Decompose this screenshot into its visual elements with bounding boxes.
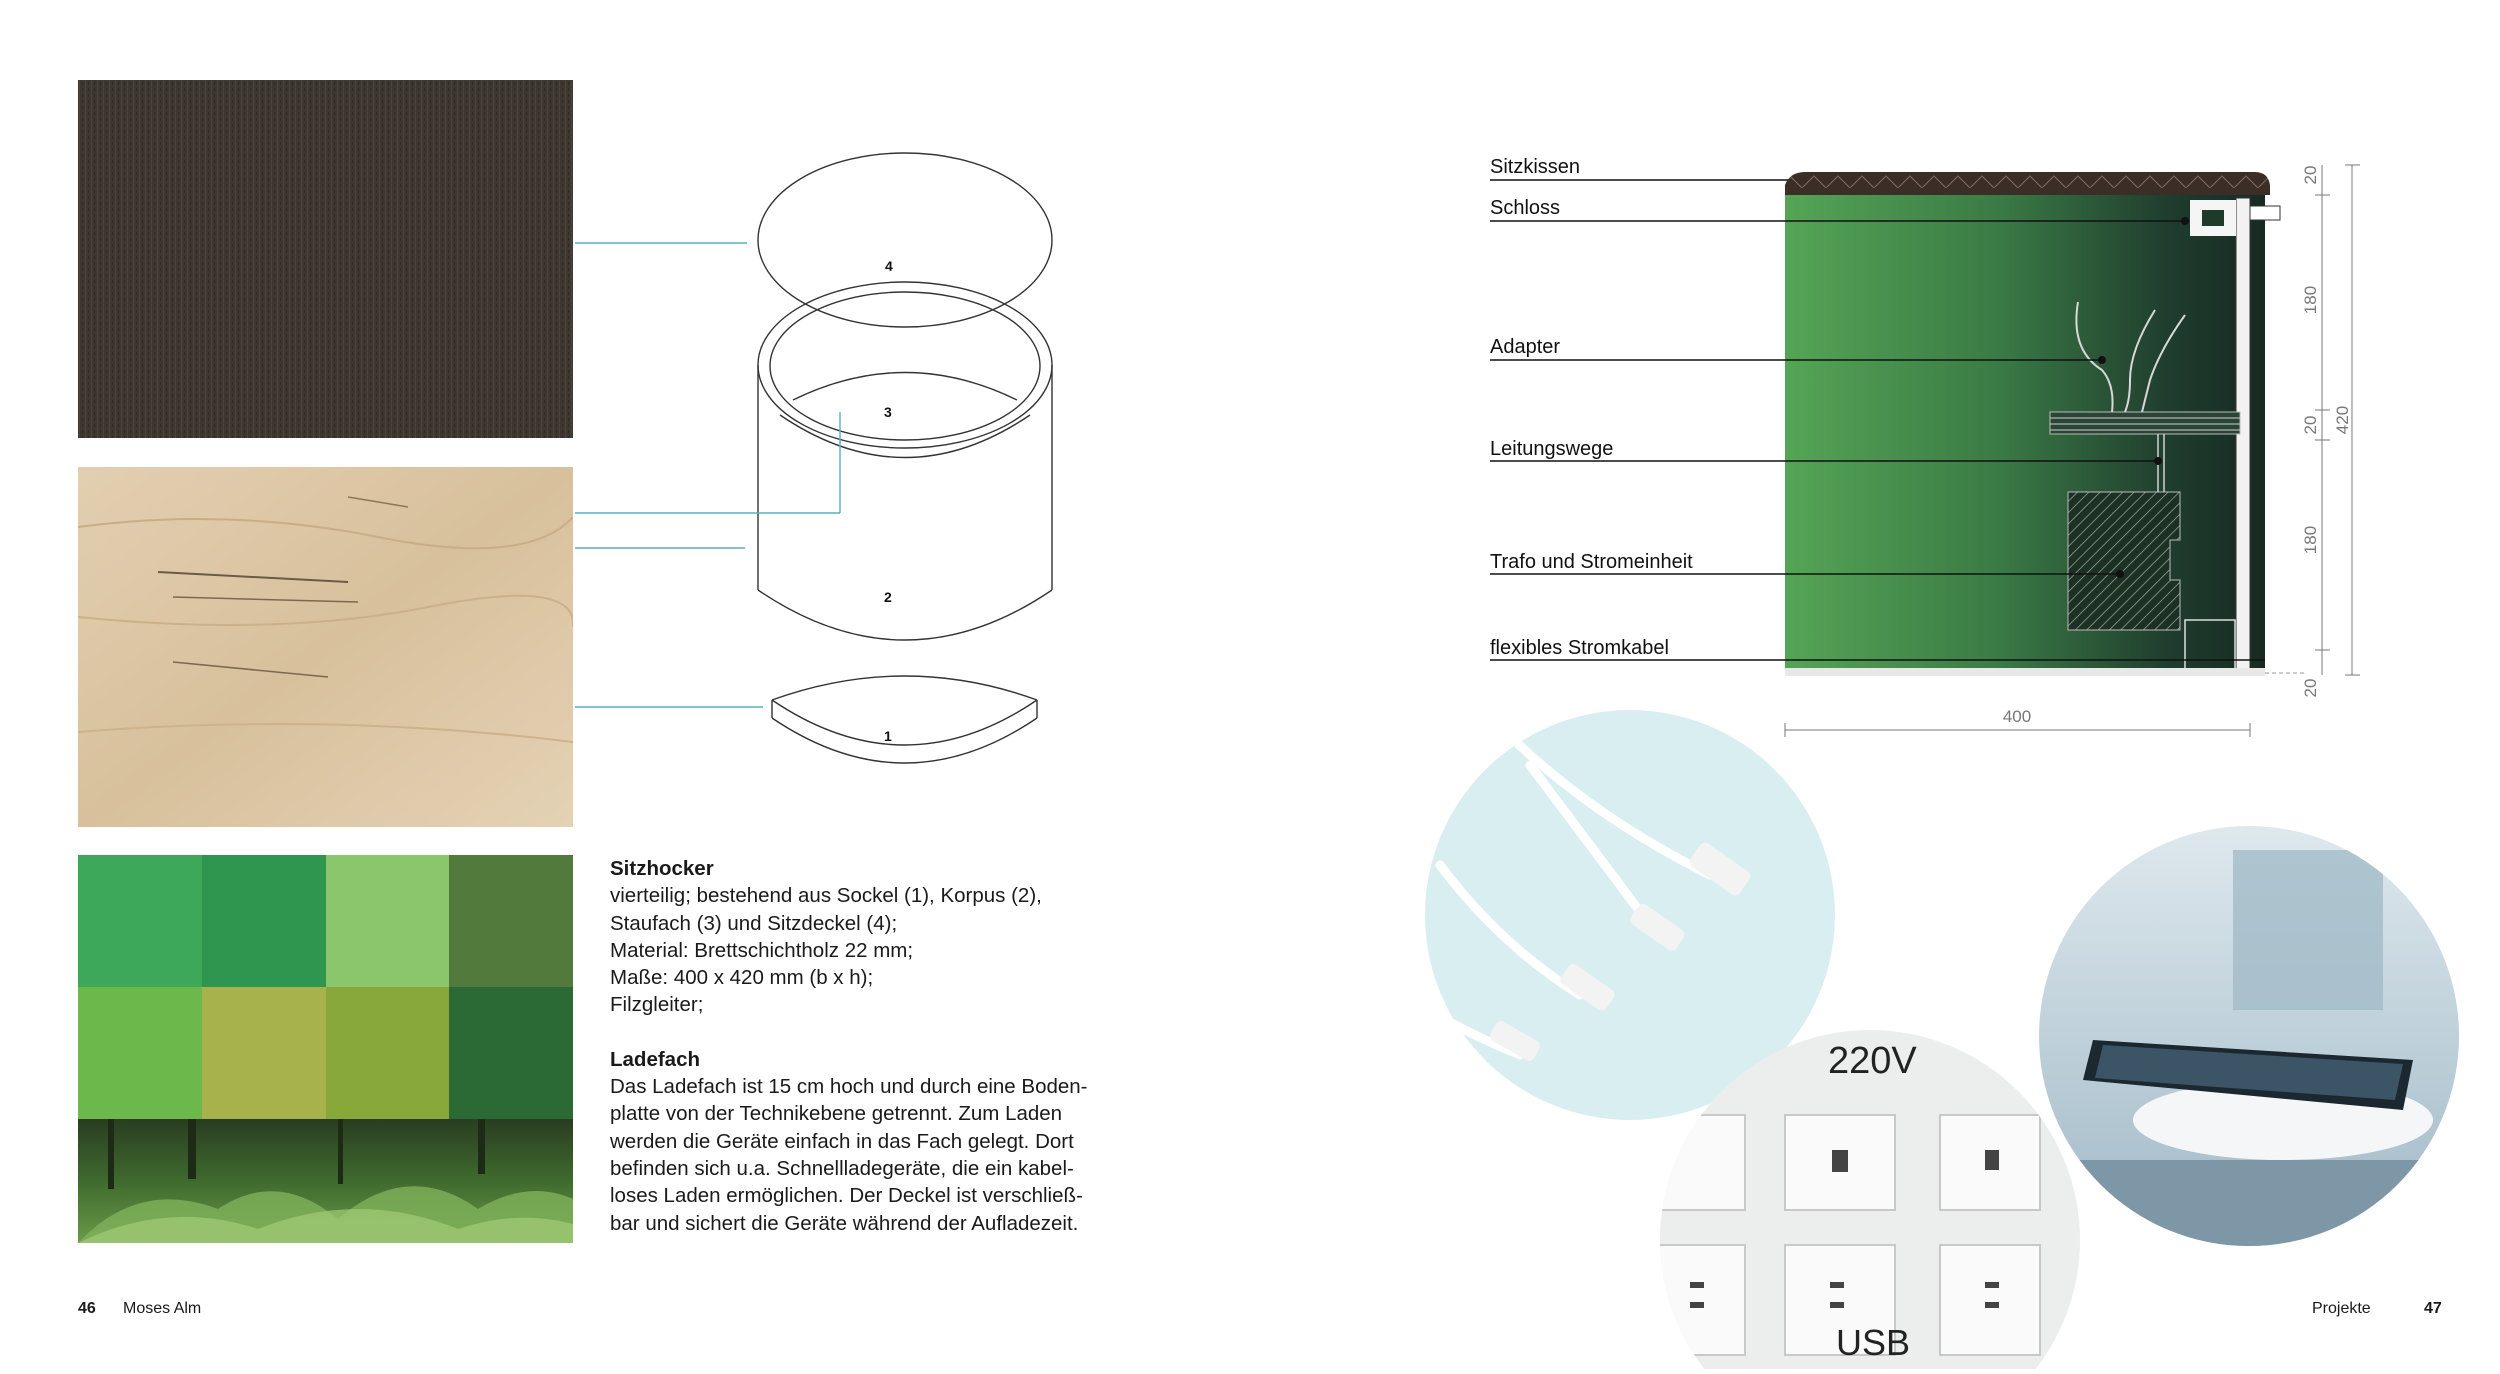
dimension-label-total: 420 <box>2333 405 2352 435</box>
color-swatch <box>78 987 202 1119</box>
part-label-3: 3 <box>884 404 892 420</box>
dimension-label: 180 <box>2301 285 2320 315</box>
description-line: vierteilig; bestehend aus Sockel (1), Korpus (2), <box>610 884 1042 908</box>
photo-label-voltage: 220V <box>1828 1040 1917 1082</box>
color-swatch <box>78 855 202 987</box>
color-palette <box>78 855 573 1119</box>
part-label-1: 1 <box>884 728 892 744</box>
section-heading: Sitzhocker <box>610 857 714 880</box>
description-line: werden die Geräte einfach in das Fach gelegt. Dort <box>610 1129 1074 1153</box>
label-sitzkissen: Sitzkissen <box>1490 156 1581 178</box>
photo-wireless-charger <box>2033 820 2465 1252</box>
description-line: Staufach (3) und Sitzdeckel (4); <box>610 911 898 935</box>
description-line: Das Ladefach ist 15 cm hoch und durch eine Boden- <box>610 1075 1088 1099</box>
label-adapter: Adapter <box>1490 336 1561 358</box>
part-label-2: 2 <box>884 589 892 605</box>
wood-material-swatch <box>78 467 573 827</box>
description-line: befinden sich u.a. Schnellladegeräte, die ein kabel- <box>610 1156 1074 1180</box>
description-line: Filzgleiter; <box>610 993 704 1017</box>
page-number-left: 46 <box>78 1300 96 1317</box>
label-stromkabel: flexibles Stromkabel <box>1490 637 1669 659</box>
dimension-label: 20 <box>2301 165 2320 185</box>
color-swatch <box>202 987 326 1119</box>
color-swatch <box>326 987 449 1119</box>
label-leitungswege: Leitungswege <box>1490 438 1614 460</box>
description-line: loses Laden ermöglichen. Der Deckel ist verschließ- <box>610 1184 1083 1208</box>
page-number-right: 47 <box>2424 1300 2442 1317</box>
dimension-label: 20 <box>2301 678 2320 698</box>
part-label-4: 4 <box>885 258 893 274</box>
description-line: Maße: 400 x 420 mm (b x h); <box>610 966 874 990</box>
description-line: platte von der Technikebene getrennt. Zum Laden <box>610 1102 1063 1126</box>
stool-exploded-diagram <box>575 140 1075 810</box>
forest-photo <box>78 1119 573 1243</box>
dimension-label: 20 <box>2301 415 2320 435</box>
color-swatch <box>449 987 573 1119</box>
label-schloss: Schloss <box>1490 197 1561 219</box>
product-description <box>610 855 1130 1264</box>
footer-title-left: Moses Alm <box>123 1300 202 1317</box>
footer-section-right: Projekte <box>2312 1300 2371 1317</box>
photo-label-usb: USB <box>1836 1322 1911 1363</box>
section-heading: Ladefach <box>610 1047 700 1071</box>
felt-material-swatch <box>78 80 573 438</box>
dimension-label: 180 <box>2301 525 2320 555</box>
description-line: bar und sichert die Geräte während der Aufladezeit. <box>610 1211 1079 1235</box>
color-swatch <box>449 855 573 987</box>
color-swatch <box>202 855 326 987</box>
description-line: Material: Brettschichtholz 22 mm; <box>610 938 914 962</box>
dimension-label-width: 400 <box>2002 707 2032 726</box>
label-trafo: Trafo und Stromeinheit <box>1490 551 1693 573</box>
color-swatch <box>326 855 449 987</box>
